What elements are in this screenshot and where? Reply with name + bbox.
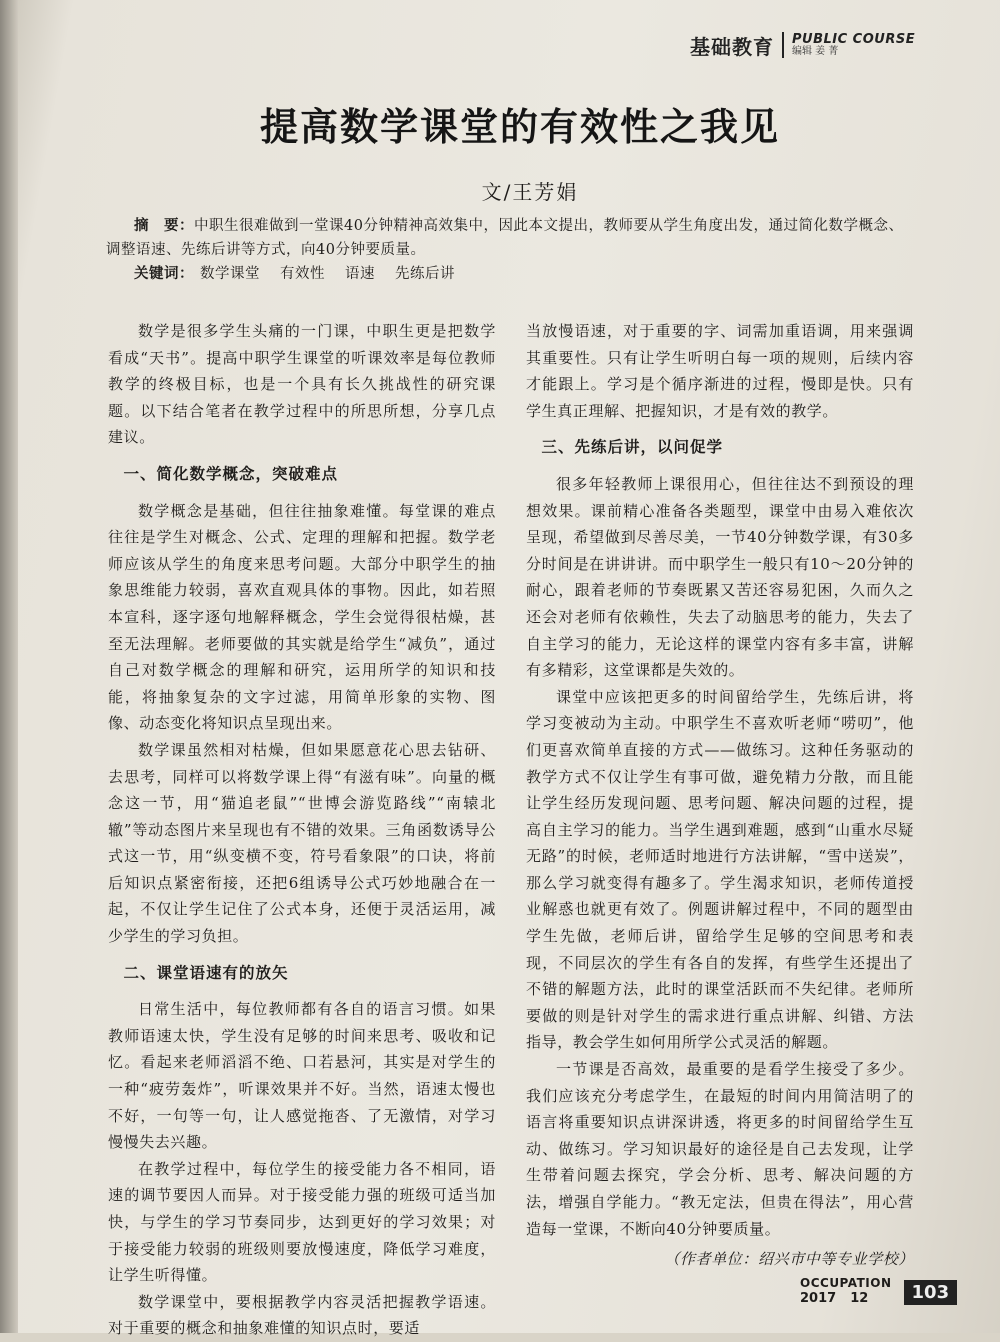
left-column [108, 318, 496, 1342]
editor-credit: 编辑 姜 菁 [792, 45, 839, 57]
abstract-text: 中职生很难做到一堂课40分钟精神高效集中，因此本文提出，教师要从学生角度出发，通过简化数学概念、调整语速、先练后讲等方式，向40分钟要质量。 [106, 218, 904, 258]
issue-info [800, 1291, 882, 1307]
issue-number: 12 [850, 1291, 869, 1307]
abstract [106, 214, 918, 262]
paragraph: 一节课是否高效，最重要的是看学生接受了多少。我们应该充分考虑学生，在最短的时间内用简洁明了的语言将重要知识点讲深讲透，将更多的时间留给学生互动、做练习。学习知识最好的途径是自己去发现，让学生带着问题去探究，学会分析、思考、解决问题的方法，增强自学能力。“教无定法，但贵在得法”，用心营造每一堂课，不断向40分钟要质量。 [526, 1060, 914, 1238]
binding-edge [0, 0, 18, 1333]
keyword: 数学课堂 [200, 266, 260, 282]
keywords-label: 关键词： [134, 266, 194, 282]
paragraph: 数学是很多学生头痛的一门课，中职生更是把数学看成“天书”。提高中职学生课堂的听课效率是每位教师教学的终极目标，也是一个具有长久挑战性的研究课题。以下结合笔者在教学过程中的所思所想，分享几点建议。 [108, 322, 496, 447]
course-label: PUBLIC COURSE [792, 31, 916, 47]
article-author: 文/王芳娟 [481, 180, 579, 204]
keyword: 有效性 [280, 266, 325, 282]
paragraph: 当放慢语速，对于重要的字、词需加重语调，用来强调其重要性。只有让学生听明白每一项的规则，后续内容才能跟上。学习是个循序渐进的过程，慢即是快。只有学生真正理解、把握知识，才是有效的教学。 [526, 322, 914, 420]
keyword: 语速 [345, 266, 375, 282]
article-title: 提高数学课堂的有效性之我见 [259, 105, 780, 149]
header-divider [782, 32, 784, 58]
paragraph: 课堂中应该把更多的时间留给学生，先练后讲，将学习变被动为主动。中职学生不喜欢听老师“唠叨”，他们更喜欢简单直接的方式——做练习。这种任务驱动的教学方式不仅让学生有事可做，避免精力分散，而且能让学生经历发现问题、思考问题、解决问题的过程，提高自主学习的能力。当学生遇到难题，感到“山重水尽疑无路”的时候，老师适时地进行方法讲解，“雪中送炭”，那么学习就变得有趣多了。学生渴求知识，老师传道授业解惑也就更有效了。例题讲解过程中，不同的题型由学生先做，老师后讲，留给学生足够的空间思考和表现，不同层次的学生有各自的发挥，有些学生还提出了不错的解题方法，此时的课堂活跃而不失纪律。老师所要做的则是针对学生的需求进行重点讲解、纠错、方法指导，教会学生如何用所学公式灵活的解题。 [526, 687, 914, 1052]
page-number: 103 [904, 1280, 958, 1305]
section-heading-2: 二、课堂语速有的放矢 [123, 963, 289, 982]
section-heading-1: 一、简化数学概念，突破难点 [123, 464, 339, 483]
paragraph: 很多年轻教师上课很用心，但往往达不到预设的理想效果。课前精心准备各类题型，课堂中由易入难依次呈现，希望做到尽善尽美，一节40分钟数学课，有30多分时间是在讲讲讲。而中职学生一般只有10～20分钟的耐心，跟着老师的节奏既累又苦还容易犯困，久而久之还会对老师有依赖性，失去了动脑思考的能力，失去了自主学习的能力，无论这样的课堂内容有多丰富，讲解有多精彩，这堂课都是失效的。 [526, 474, 914, 680]
keywords [106, 262, 918, 286]
author-affiliation: （作者单位：绍兴市中等专业学校） [664, 1250, 914, 1269]
paragraph: 数学课虽然相对枯燥，但如果愿意花心思去钻研、去思考，同样可以将数学课上得“有滋有味”。向量的概念这一节，用“猫追老鼠”“世博会游览路线”“南辕北辙”等动态图片来呈现也有不错的效果。三角函数诱导公式这一节，用“纵变横不变，符号看象限”的口诀，将前后知识点紧密衔接，还把6组诱导公式巧妙地融合在一起，不仅让学生记住了公式本身，还便于灵活运用，减少学生的学习负担。 [108, 740, 496, 946]
section-name: 基础教育 [690, 34, 774, 59]
paragraph: 数学课堂中，要根据教学内容灵活把握教学语速。对于重要的概念和抽象难懂的知识点时，要适 [108, 1292, 496, 1338]
keyword: 先练后讲 [395, 266, 455, 282]
header-right [792, 33, 915, 57]
abstract-label: 摘 要： [134, 218, 194, 234]
paragraph: 在教学过程中，每位学生的接受能力各不相同，语速的调节要因人而异。对于接受能力强的班级可适当加快，与学生的学习节奏同步，达到更好的学习效果；对于接受能力较弱的班级则要放慢速度，降低学习难度，让学生听得懂。 [108, 1159, 496, 1285]
year: 2017 [800, 1291, 837, 1307]
page-header [690, 28, 950, 62]
abstract-block [106, 214, 918, 286]
paragraph: 数学概念是基础，但往往抽象难懂。每堂课的难点往往是学生对概念、公式、定理的理解和把握。数学老师应该从学生的角度来思考问题。大部分中职学生的抽象思维能力较弱，喜欢直观具体的事物。因此，如若照本宣科，逐字逐句地解释概念，学生会觉得很枯燥，甚至无法理解。老师要做的其实就是给学生“减负”，通过自己对数学概念的理解和研究，运用所学的知识和技能，将抽象复杂的文字过滤，用简单形象的实物、图像、动态变化将知识点呈现出来。 [108, 501, 496, 733]
paragraph: 日常生活中，每位教师都有各自的语言习惯。如果教师语速太快，学生没有足够的时间来思考、吸收和记忆。看起来老师滔滔不绝、口若悬河，其实是对学生的一种“疲劳轰炸”，听课效果并不好。当然，语速太慢也不好，一句等一句，让人感觉拖沓、了无激情，对学习慢慢失去兴趣。 [108, 1000, 496, 1152]
journal-name: OCCUPATION [800, 1276, 892, 1291]
journal-info [800, 1276, 892, 1307]
right-column [526, 318, 914, 1273]
section-heading-3: 三、先练后讲，以问促学 [541, 438, 724, 457]
page-footer [800, 1272, 950, 1312]
